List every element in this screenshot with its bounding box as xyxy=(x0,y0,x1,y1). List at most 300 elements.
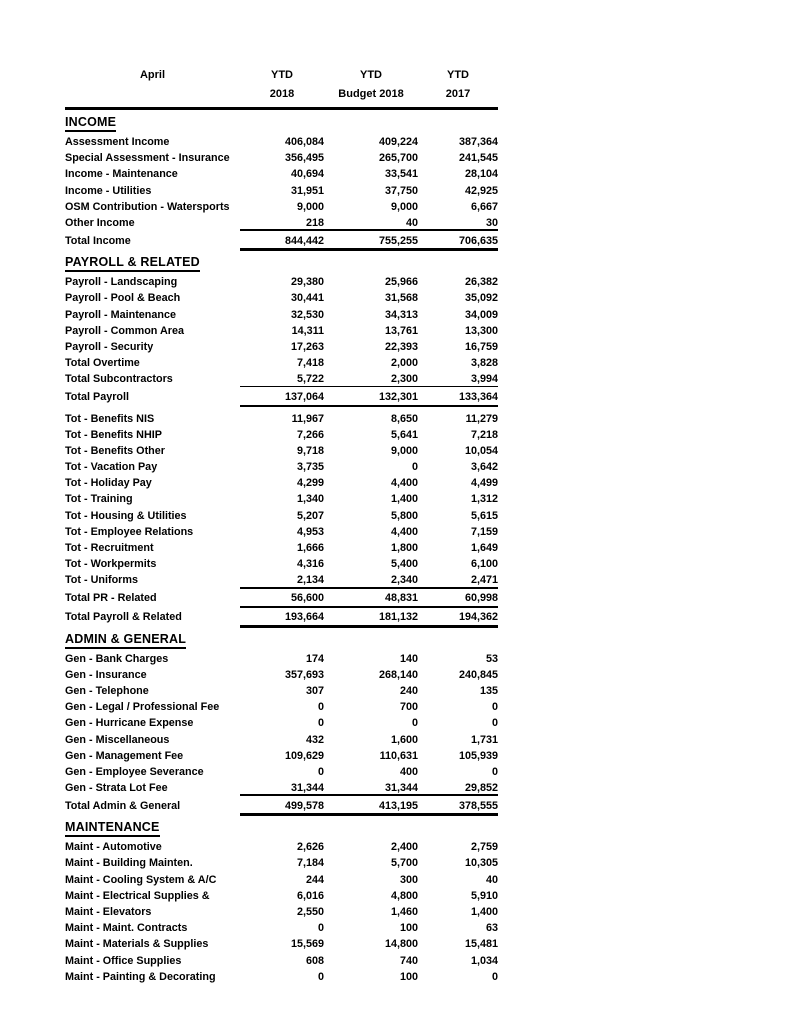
cell-ytd-2018: 193,664 xyxy=(284,611,324,623)
row-label: Tot - Uniforms xyxy=(65,574,138,587)
row-label: Total Payroll xyxy=(65,390,129,403)
cell-ytd-budget-2018: 37,750 xyxy=(384,184,418,197)
cell-ytd-2018: 31,951 xyxy=(290,184,324,197)
row-label: Payroll - Security xyxy=(65,340,154,353)
row-values xyxy=(240,796,498,815)
row-label: Total Overtime xyxy=(65,357,140,370)
cell-ytd-2018: 4,316 xyxy=(296,558,324,571)
row-values xyxy=(240,215,498,231)
cell-ytd-2018: 0 xyxy=(317,717,324,730)
cell-ytd-2017: 0 xyxy=(491,717,498,730)
row-label: Tot - Benefits Other xyxy=(65,444,165,457)
report-body xyxy=(65,113,498,985)
table-row xyxy=(65,667,498,683)
cell-ytd-2018: 307 xyxy=(305,684,324,697)
row-values xyxy=(240,355,498,371)
row-label: Tot - Benefits NHIP xyxy=(65,428,162,441)
table-row xyxy=(65,410,498,426)
cell-ytd-2017: 53 xyxy=(485,652,498,665)
cell-ytd-2017: 34,009 xyxy=(464,308,498,321)
section-rows xyxy=(65,839,498,985)
row-label: OSM Contribution - Watersports xyxy=(65,200,230,213)
cell-ytd-2018: 357,693 xyxy=(284,668,324,681)
cell-ytd-2018: 7,266 xyxy=(296,428,324,441)
row-values xyxy=(240,323,498,339)
row-values xyxy=(240,608,498,627)
cell-ytd-budget-2018: 140 xyxy=(399,652,418,665)
table-row xyxy=(65,508,498,524)
cell-ytd-2018: 499,578 xyxy=(284,799,324,812)
row-label: Gen - Bank Charges xyxy=(65,652,169,665)
table-row xyxy=(65,920,498,936)
table-row xyxy=(65,839,498,855)
cell-ytd-2018: 40,694 xyxy=(290,168,324,181)
row-values xyxy=(240,371,498,387)
cell-ytd-2017: 13,300 xyxy=(464,324,498,337)
cell-ytd-2018: 30,441 xyxy=(290,292,324,305)
row-label: Assessment Income xyxy=(65,136,170,149)
row-values xyxy=(240,556,498,572)
cell-ytd-2017: 1,649 xyxy=(470,542,498,555)
cell-ytd-2017: 40 xyxy=(485,873,498,886)
cell-ytd-budget-2018: 9,000 xyxy=(390,200,418,213)
cell-ytd-budget-2018: 700 xyxy=(399,701,418,714)
cell-ytd-2017: 7,218 xyxy=(470,428,498,441)
row-label: Tot - Training xyxy=(65,493,133,506)
row-label: Payroll - Landscaping xyxy=(65,276,178,289)
table-row xyxy=(65,274,498,290)
row-label: Maint - Cooling System & A/C xyxy=(65,873,217,886)
table-row xyxy=(65,969,498,985)
row-values xyxy=(240,274,498,290)
table-row xyxy=(65,872,498,888)
row-label: Special Assessment - Insurance xyxy=(65,152,230,165)
cell-ytd-budget-2018: 400 xyxy=(399,765,418,778)
cell-ytd-2017: 42,925 xyxy=(464,184,498,197)
cell-ytd-budget-2018: 2,340 xyxy=(390,574,418,587)
table-row xyxy=(65,475,498,491)
cell-ytd-2017: 2,759 xyxy=(470,841,498,854)
table-row xyxy=(65,134,498,150)
cell-ytd-2018: 844,442 xyxy=(284,234,324,247)
table-row xyxy=(65,855,498,871)
cell-ytd-2017: 2,471 xyxy=(470,574,498,587)
row-values xyxy=(240,540,498,556)
row-values xyxy=(240,427,498,443)
row-values xyxy=(240,475,498,491)
table-row xyxy=(65,540,498,556)
cell-ytd-budget-2018: 110,631 xyxy=(379,749,418,762)
row-label: Tot - Employee Relations xyxy=(65,525,194,538)
row-values xyxy=(240,307,498,323)
row-values xyxy=(240,748,498,764)
table-row xyxy=(65,651,498,667)
cell-ytd-2018: 2,550 xyxy=(296,906,324,919)
table-row xyxy=(65,715,498,731)
row-label: Maint - Automotive xyxy=(65,841,162,854)
cell-ytd-budget-2018: 240 xyxy=(399,684,418,697)
cell-ytd-2018: 218 xyxy=(305,217,324,230)
cell-ytd-budget-2018: 1,400 xyxy=(390,493,418,506)
cell-ytd-2018: 5,207 xyxy=(296,509,324,522)
row-values xyxy=(240,199,498,215)
row-values xyxy=(240,572,498,588)
cell-ytd-budget-2018: 22,393 xyxy=(384,340,418,353)
row-label: Maint - Materials & Supplies xyxy=(65,938,209,951)
table-row xyxy=(65,683,498,699)
cell-ytd-budget-2018: 4,800 xyxy=(390,889,418,902)
cell-ytd-budget-2018: 5,700 xyxy=(390,857,418,870)
cell-ytd-2018: 356,495 xyxy=(284,152,324,165)
row-values xyxy=(240,508,498,524)
cell-ytd-2018: 244 xyxy=(305,873,324,886)
table-row xyxy=(65,323,498,339)
cell-ytd-budget-2018: 2,000 xyxy=(390,357,418,370)
header-col-ytd-budget-2018: YTD Budget 2018 xyxy=(338,69,404,100)
cell-ytd-2018: 6,016 xyxy=(296,889,324,902)
row-label: Income - Maintenance xyxy=(65,168,178,181)
cell-ytd-budget-2018: 14,800 xyxy=(384,938,418,951)
row-values xyxy=(240,387,498,406)
cell-ytd-budget-2018: 31,344 xyxy=(384,782,418,795)
table-row xyxy=(65,936,498,952)
cell-ytd-2017: 3,642 xyxy=(470,461,498,474)
table-row xyxy=(65,953,498,969)
row-values xyxy=(240,936,498,952)
cell-ytd-2018: 0 xyxy=(317,922,324,935)
cell-ytd-2017: 1,731 xyxy=(470,733,498,746)
cell-ytd-2018: 4,953 xyxy=(296,525,324,538)
table-row xyxy=(65,589,498,608)
cell-ytd-2018: 29,380 xyxy=(290,276,324,289)
cell-ytd-budget-2018: 409,224 xyxy=(378,136,418,149)
table-row xyxy=(65,183,498,199)
cell-ytd-2017: 28,104 xyxy=(464,168,498,181)
table-row xyxy=(65,904,498,920)
cell-ytd-budget-2018: 31,568 xyxy=(384,292,418,305)
cell-ytd-budget-2018: 13,761 xyxy=(384,324,418,337)
table-row xyxy=(65,780,498,796)
cell-ytd-2018: 0 xyxy=(317,701,324,714)
row-label: Total Subcontractors xyxy=(65,373,173,386)
cell-ytd-budget-2018: 265,700 xyxy=(378,152,418,165)
table-row xyxy=(65,459,498,475)
row-values xyxy=(240,764,498,780)
cell-ytd-budget-2018: 132,301 xyxy=(378,390,418,403)
section-heading: MAINTENANCE xyxy=(65,820,160,837)
cell-ytd-2018: 1,340 xyxy=(296,493,324,506)
cell-ytd-budget-2018: 413,195 xyxy=(378,799,418,812)
row-label: Maint - Electrical Supplies & xyxy=(65,889,210,902)
row-label: Total Admin & General xyxy=(65,799,181,812)
cell-ytd-2018: 11,967 xyxy=(291,412,324,425)
cell-ytd-2017: 10,054 xyxy=(464,444,498,457)
cell-ytd-2017: 35,092 xyxy=(464,292,498,305)
cell-ytd-2018: 608 xyxy=(305,954,324,967)
cell-ytd-2018: 9,000 xyxy=(296,200,324,213)
cell-ytd-budget-2018: 25,966 xyxy=(384,276,418,289)
cell-ytd-budget-2018: 9,000 xyxy=(390,444,418,457)
report-section xyxy=(65,253,498,626)
cell-ytd-2018: 109,629 xyxy=(284,749,324,762)
cell-ytd-2017: 133,364 xyxy=(458,390,498,403)
cell-ytd-budget-2018: 1,800 xyxy=(390,542,418,555)
cell-ytd-budget-2018: 5,400 xyxy=(390,558,418,571)
cell-ytd-budget-2018: 34,313 xyxy=(384,308,418,321)
cell-ytd-2018: 406,084 xyxy=(284,136,324,149)
cell-ytd-2017: 0 xyxy=(491,701,498,714)
row-label: Gen - Hurricane Expense xyxy=(65,717,194,730)
report-section xyxy=(65,113,498,250)
cell-ytd-budget-2018: 5,641 xyxy=(390,428,418,441)
row-label: Gen - Management Fee xyxy=(65,749,184,762)
table-row xyxy=(65,748,498,764)
cell-ytd-2018: 2,134 xyxy=(296,574,324,587)
cell-ytd-2017: 194,362 xyxy=(458,611,498,623)
row-label: Other Income xyxy=(65,217,135,230)
row-label: Gen - Legal / Professional Fee xyxy=(65,701,220,714)
cell-ytd-budget-2018: 300 xyxy=(399,873,418,886)
header-col-ytd-2018: YTD 2018 xyxy=(269,69,295,100)
row-values xyxy=(240,589,498,608)
table-row xyxy=(65,371,498,387)
row-label: Gen - Insurance xyxy=(65,668,147,681)
cell-ytd-2017: 63 xyxy=(485,922,498,935)
cell-ytd-2017: 30 xyxy=(485,217,498,230)
cell-ytd-2017: 135 xyxy=(479,684,498,697)
cell-ytd-2017: 241,545 xyxy=(458,152,498,165)
cell-ytd-2017: 6,100 xyxy=(470,558,498,571)
row-values xyxy=(240,715,498,731)
row-label: Tot - Workpermits xyxy=(65,558,157,571)
cell-ytd-2018: 174 xyxy=(305,652,324,665)
row-label: Gen - Strata Lot Fee xyxy=(65,782,168,795)
cell-ytd-2017: 4,499 xyxy=(470,477,498,490)
cell-ytd-2018: 432 xyxy=(305,733,324,746)
cell-ytd-2018: 17,263 xyxy=(290,340,324,353)
cell-ytd-2018: 4,299 xyxy=(296,477,324,490)
cell-ytd-budget-2018: 40 xyxy=(405,217,418,230)
table-row xyxy=(65,307,498,323)
cell-ytd-budget-2018: 0 xyxy=(411,461,418,474)
cell-ytd-2018: 14,311 xyxy=(291,324,324,337)
cell-ytd-budget-2018: 268,140 xyxy=(378,668,418,681)
financial-report xyxy=(65,66,498,985)
cell-ytd-2017: 1,312 xyxy=(470,493,498,506)
section-heading: ADMIN & GENERAL xyxy=(65,632,186,649)
row-values xyxy=(240,904,498,920)
cell-ytd-2018: 7,418 xyxy=(296,357,324,370)
section-heading: PAYROLL & RELATED xyxy=(65,255,200,272)
row-values xyxy=(240,150,498,166)
table-row xyxy=(65,231,498,250)
row-values xyxy=(240,667,498,683)
table-row xyxy=(65,731,498,747)
cell-ytd-budget-2018: 740 xyxy=(399,954,418,967)
row-label: Tot - Vacation Pay xyxy=(65,461,158,474)
cell-ytd-2017: 10,305 xyxy=(464,857,498,870)
cell-ytd-budget-2018: 2,400 xyxy=(390,841,418,854)
cell-ytd-2017: 29,852 xyxy=(464,782,498,795)
table-row xyxy=(65,427,498,443)
row-label: Maint - Elevators xyxy=(65,906,152,919)
table-row xyxy=(65,764,498,780)
row-label: Payroll - Common Area xyxy=(65,324,184,337)
cell-ytd-2017: 5,910 xyxy=(470,889,498,902)
row-label: Maint - Maint. Contracts xyxy=(65,922,188,935)
cell-ytd-2017: 5,615 xyxy=(470,509,498,522)
table-row xyxy=(65,608,498,627)
row-label: Tot - Holiday Pay xyxy=(65,477,152,490)
cell-ytd-2018: 5,722 xyxy=(296,373,324,386)
cell-ytd-budget-2018: 1,600 xyxy=(390,733,418,746)
header-period: April xyxy=(139,69,166,81)
section-rows xyxy=(65,274,498,626)
cell-ytd-2017: 60,998 xyxy=(464,592,498,604)
cell-ytd-2017: 3,994 xyxy=(470,373,498,386)
cell-ytd-2017: 15,481 xyxy=(464,938,498,951)
cell-ytd-2017: 11,279 xyxy=(465,412,498,425)
cell-ytd-budget-2018: 0 xyxy=(411,717,418,730)
row-values xyxy=(240,524,498,540)
row-label: Payroll - Pool & Beach xyxy=(65,292,181,305)
cell-ytd-2017: 105,939 xyxy=(458,749,498,762)
cell-ytd-2018: 31,344 xyxy=(290,782,324,795)
row-label: Maint - Office Supplies xyxy=(65,954,182,967)
cell-ytd-budget-2018: 4,400 xyxy=(390,477,418,490)
cell-ytd-2018: 56,600 xyxy=(290,592,324,604)
row-values xyxy=(240,683,498,699)
row-label: Total Income xyxy=(65,234,131,247)
cell-ytd-budget-2018: 4,400 xyxy=(390,525,418,538)
row-values xyxy=(240,651,498,667)
row-values xyxy=(240,855,498,871)
table-row xyxy=(65,199,498,215)
table-row xyxy=(65,524,498,540)
table-row xyxy=(65,699,498,715)
report-section xyxy=(65,630,498,816)
cell-ytd-2018: 2,626 xyxy=(296,841,324,854)
table-row xyxy=(65,215,498,231)
row-label: Tot - Benefits NIS xyxy=(65,412,155,425)
row-label: Income - Utilities xyxy=(65,184,152,197)
row-values xyxy=(240,166,498,182)
table-row xyxy=(65,166,498,182)
cell-ytd-2018: 137,064 xyxy=(284,390,324,403)
table-row xyxy=(65,290,498,306)
cell-ytd-budget-2018: 48,831 xyxy=(384,592,418,604)
cell-ytd-2018: 3,735 xyxy=(296,461,324,474)
row-label: Tot - Housing & Utilities xyxy=(65,509,187,522)
cell-ytd-2017: 1,400 xyxy=(470,906,498,919)
cell-ytd-2017: 3,828 xyxy=(470,357,498,370)
row-label: Maint - Painting & Decorating xyxy=(65,970,216,983)
section-heading: INCOME xyxy=(65,115,116,132)
row-label: Gen - Miscellaneous xyxy=(65,733,170,746)
cell-ytd-2018: 0 xyxy=(317,765,324,778)
cell-ytd-2017: 6,667 xyxy=(470,200,498,213)
cell-ytd-2017: 706,635 xyxy=(458,234,498,247)
table-row xyxy=(65,572,498,588)
row-values xyxy=(240,183,498,199)
row-label: Total PR - Related xyxy=(65,592,157,604)
cell-ytd-2017: 16,759 xyxy=(464,340,498,353)
cell-ytd-2017: 240,845 xyxy=(458,668,498,681)
cell-ytd-budget-2018: 8,650 xyxy=(390,412,418,425)
row-values xyxy=(240,339,498,355)
header-col-ytd-2017: YTD 2017 xyxy=(445,69,471,100)
cell-ytd-2018: 32,530 xyxy=(290,308,324,321)
row-label: Maint - Building Mainten. xyxy=(65,857,193,870)
row-values xyxy=(240,780,498,796)
cell-ytd-budget-2018: 2,300 xyxy=(390,373,418,386)
cell-ytd-2018: 7,184 xyxy=(296,857,324,870)
table-row xyxy=(65,150,498,166)
row-values xyxy=(240,731,498,747)
table-row xyxy=(65,491,498,507)
row-values xyxy=(240,443,498,459)
table-row xyxy=(65,339,498,355)
row-values xyxy=(240,231,498,250)
cell-ytd-2018: 15,569 xyxy=(290,938,324,951)
cell-ytd-2017: 1,034 xyxy=(470,954,498,967)
cell-ytd-budget-2018: 181,132 xyxy=(378,611,418,623)
row-values xyxy=(240,290,498,306)
table-row xyxy=(65,888,498,904)
row-values xyxy=(240,920,498,936)
cell-ytd-2017: 378,555 xyxy=(458,799,498,812)
row-label: Tot - Recruitment xyxy=(65,542,154,555)
cell-ytd-2017: 387,364 xyxy=(458,136,498,149)
cell-ytd-2017: 0 xyxy=(491,970,498,983)
row-label: Payroll - Maintenance xyxy=(65,308,177,321)
cell-ytd-2017: 26,382 xyxy=(464,276,498,289)
table-header xyxy=(65,66,498,110)
row-values xyxy=(240,953,498,969)
cell-ytd-2018: 9,718 xyxy=(296,444,324,457)
row-values xyxy=(240,491,498,507)
row-values xyxy=(240,699,498,715)
cell-ytd-budget-2018: 755,255 xyxy=(378,234,418,247)
row-values xyxy=(240,410,498,426)
row-label: Total Payroll & Related xyxy=(65,611,182,623)
row-values xyxy=(240,839,498,855)
cell-ytd-2017: 7,159 xyxy=(470,525,498,538)
cell-ytd-budget-2018: 1,460 xyxy=(390,906,418,919)
row-values xyxy=(240,888,498,904)
table-row xyxy=(65,796,498,815)
cell-ytd-budget-2018: 5,800 xyxy=(390,509,418,522)
row-values xyxy=(240,134,498,150)
table-row xyxy=(65,387,498,406)
cell-ytd-budget-2018: 100 xyxy=(399,922,418,935)
row-label: Gen - Employee Severance xyxy=(65,765,204,778)
table-row xyxy=(65,355,498,371)
cell-ytd-budget-2018: 100 xyxy=(399,970,418,983)
table-row xyxy=(65,443,498,459)
report-section xyxy=(65,818,498,985)
row-values xyxy=(240,872,498,888)
row-values xyxy=(240,969,498,985)
row-label: Gen - Telephone xyxy=(65,684,149,697)
section-rows xyxy=(65,651,498,816)
section-rows xyxy=(65,134,498,250)
row-values xyxy=(240,459,498,475)
table-row xyxy=(65,556,498,572)
cell-ytd-2017: 0 xyxy=(491,765,498,778)
cell-ytd-2018: 0 xyxy=(317,970,324,983)
cell-ytd-budget-2018: 33,541 xyxy=(384,168,418,181)
